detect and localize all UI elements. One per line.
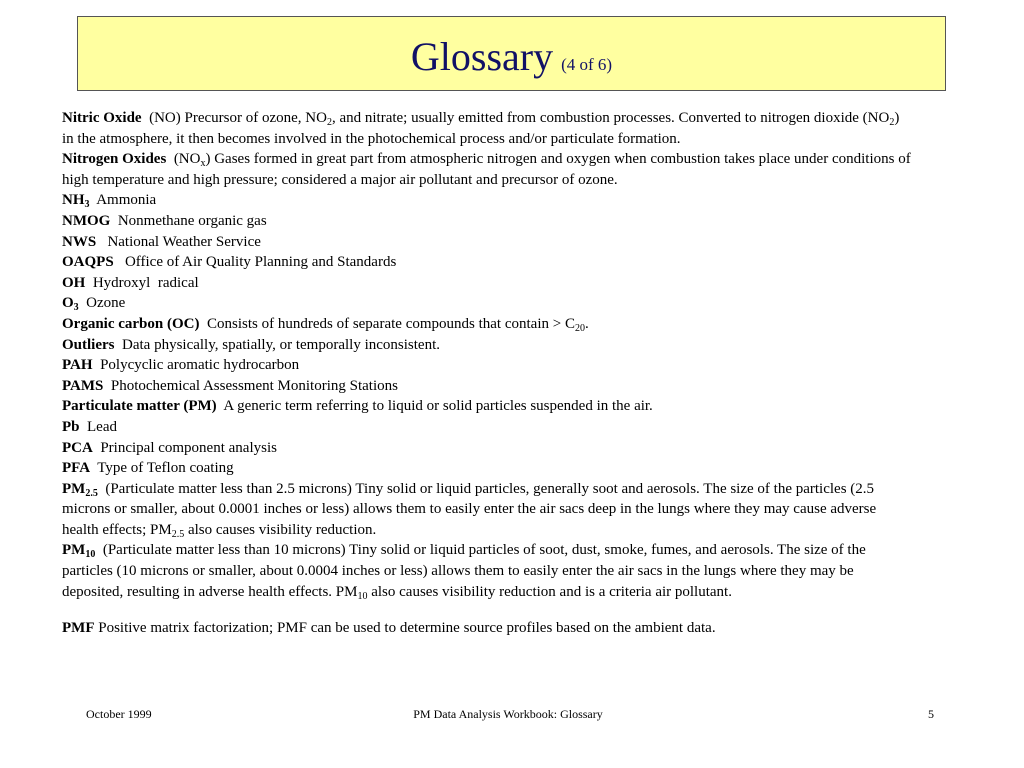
term-nitrogen-oxides: Nitrogen Oxides — [62, 151, 167, 168]
definition-nws: National Weather Service — [107, 233, 261, 250]
glossary-entry-pm10 — [62, 540, 912, 602]
term-organic-carbon: Organic carbon (OC) — [62, 315, 200, 332]
glossary-entry-pm25 — [62, 479, 912, 541]
definition-pah: Polycyclic aromatic hydrocarbon — [100, 357, 300, 374]
term-pca: PCA — [62, 439, 93, 456]
term-outliers: Outliers — [62, 336, 115, 353]
glossary-entry-pca — [62, 438, 912, 459]
glossary-entry-particulate-matter — [62, 396, 912, 417]
footer-page-number: 5 — [928, 707, 934, 721]
term-oaqps: OAQPS — [62, 254, 114, 271]
page-subtitle: (4 of 6) — [561, 55, 613, 74]
glossary-entry-pfa — [62, 458, 912, 479]
title-banner — [77, 16, 946, 91]
term-pb: Pb — [62, 418, 80, 435]
definition-pm10: (Particulate matter less than 10 microns) Tiny solid or liquid particles of soot, dust, smoke, fumes, and aerosols. The size of the particles (10 microns or smaller, about 0.0004 inches or less) allows them to easily enter the air sacs in the lungs where they may be deposited, resulting in adverse health effects. $PM_{10}$ also causes visibility reduction and is a criteria air pollutant. — [62, 542, 866, 602]
term-o3: $O_3$ — [62, 295, 79, 314]
definition-pca: Principal component analysis — [100, 439, 277, 456]
glossary-entry-outliers — [62, 335, 912, 356]
glossary-entry-nh3 — [62, 190, 912, 211]
glossary-entry-o3 — [62, 293, 912, 314]
definition-pams: Photochemical Assessment Monitoring Stations — [110, 377, 398, 394]
definition-organic-carbon: Consists of hundreds of separate compounds that contain > $C_{20}$. — [206, 315, 589, 334]
glossary-list — [62, 108, 912, 639]
definition-nh3: Ammonia — [96, 192, 157, 209]
term-pmf: PMF — [62, 620, 95, 637]
term-nws: NWS — [62, 233, 97, 250]
definition-nitric-oxide: (NO) Precursor of ozone, $NO_2$, and nitrate; usually emitted from combustion processes. Converted to nitrogen dioxide $(NO_2)$ in the atmosphere, it then becomes involved in the photochemical process and/or particulate formation. — [62, 110, 900, 147]
term-oh: OH — [62, 274, 86, 291]
glossary-entry-oaqps — [62, 252, 912, 273]
glossary-entry-pah — [62, 355, 912, 376]
term-nh3: $NH_3$ — [62, 192, 90, 211]
glossary-entry-nitrogen-oxides — [62, 149, 912, 190]
glossary-entry-pb — [62, 417, 912, 438]
term-pm10: $PM_{10}$ — [62, 542, 96, 561]
glossary-entry-nitric-oxide — [62, 108, 912, 149]
term-pah: PAH — [62, 357, 93, 374]
glossary-entry-pmf — [62, 618, 912, 639]
footer-date: October 1999 — [86, 707, 152, 721]
page-title: Glossary — [410, 34, 554, 79]
glossary-entry-pams — [62, 376, 912, 397]
definition-o3: Ozone — [86, 295, 126, 312]
glossary-entry-oh — [62, 273, 912, 294]
term-nmog: NMOG — [62, 212, 111, 229]
definition-oh: Hydroxyl radical — [92, 274, 199, 291]
definition-nitrogen-oxides: $(NO_x)$ Gases formed in great part from atmospheric nitrogen and oxygen when combustion takes place under conditions of high temperature and high pressure; considered a major air pollutant and precursor of ozone. — [62, 151, 911, 188]
glossary-entry-nws — [62, 232, 912, 253]
term-pfa: PFA — [62, 460, 91, 477]
glossary-entry-nmog — [62, 211, 912, 232]
term-pams: PAMS — [62, 377, 104, 394]
definition-pfa: Type of Teflon coating — [97, 460, 234, 477]
definition-pm25: (Particulate matter less than 2.5 microns) Tiny solid or liquid particles, generally soot and aerosols. The size of the particles (2.5 microns or smaller, about 0.0001 inches or less) allows them to easily enter the air sacs deep in the lungs where they may cause adverse health effects; $PM_{2.5}$ also causes visibility reduction. — [62, 480, 877, 540]
term-particulate-matter: Particulate matter (PM) — [62, 398, 217, 415]
definition-outliers: Data physically, spatially, or temporally inconsistent. — [122, 336, 440, 353]
definition-particulate-matter: A generic term referring to liquid or solid particles suspended in the air. — [223, 398, 653, 415]
footer-title: PM Data Analysis Workbook: Glossary — [413, 707, 603, 721]
definition-pb: Lead — [87, 418, 117, 435]
glossary-entry-organic-carbon — [62, 314, 912, 335]
definition-oaqps: Office of Air Quality Planning and Standards — [124, 254, 397, 271]
term-pm25: $PM_{2.5}$ — [62, 480, 98, 499]
definition-pmf: Positive matrix factorization; PMF can be used to determine source profiles based on the ambient data. — [98, 620, 716, 637]
term-nitric-oxide: Nitric Oxide — [62, 110, 142, 126]
definition-nmog: Nonmethane organic gas — [117, 212, 267, 229]
